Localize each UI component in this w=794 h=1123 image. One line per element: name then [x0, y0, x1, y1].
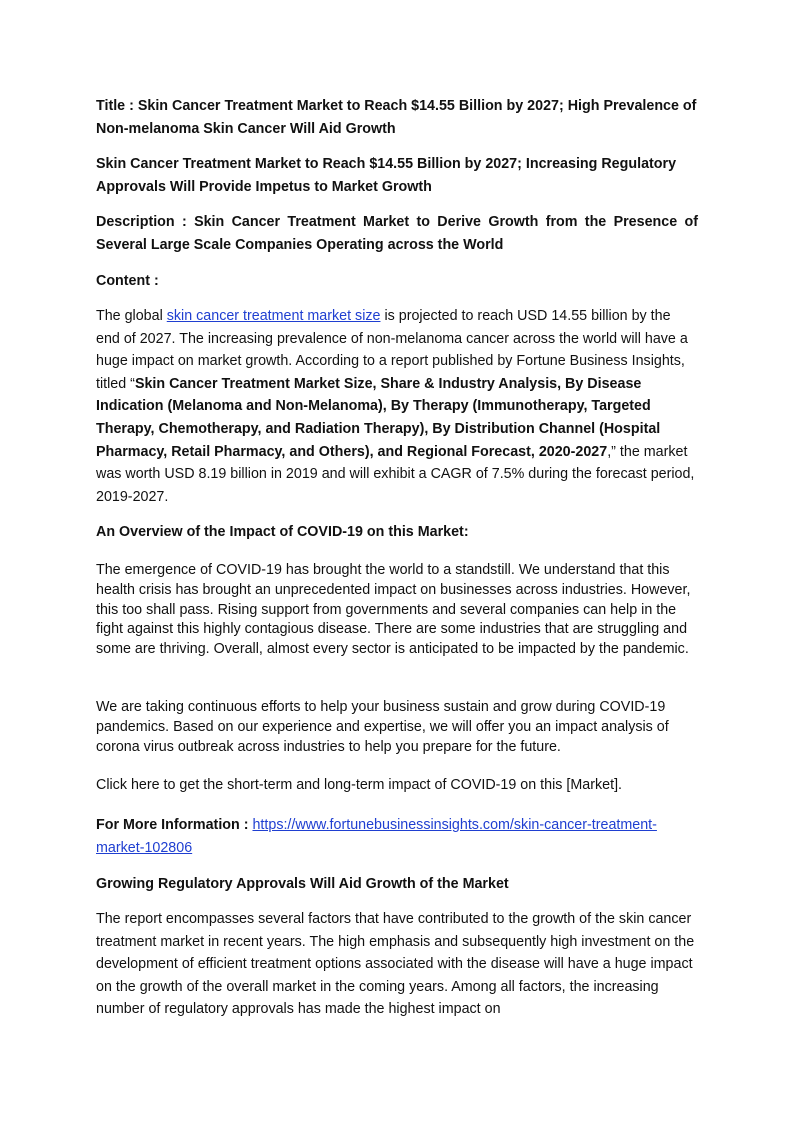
- growth-heading: Growing Regulatory Approvals Will Aid Growth of the Market: [96, 876, 509, 892]
- description: Description : Skin Cancer Treatment Market to Derive Growth from the Presence of Several Large Scale Companies Operating across the World: [96, 214, 698, 253]
- intro-paragraph: [96, 305, 698, 508]
- title-line: Title : Skin Cancer Treatment Market to Reach $14.55 Billion by 2027; High Prevalence of Non-melanoma Skin Cancer Will Aid Growth: [96, 98, 697, 137]
- covid-paragraph-2: We are taking continuous efforts to help your business sustain and grow during COVID-19 pandemics. Based on our experience and expertise, we will offer you an impact analysis of corona virus outbreak across industries to help you prepare for the future.: [96, 699, 669, 755]
- subtitle: Skin Cancer Treatment Market to Reach $14.55 Billion by 2027; Increasing Regulatory Approvals Will Provide Impetus to Market Growth: [96, 156, 677, 195]
- more-info-label: For More Information :: [96, 817, 253, 833]
- more-info: [96, 814, 698, 859]
- report-title: Skin Cancer Treatment Market Size, Share & Industry Analysis, By Disease Indication (Melanoma and Non-Melanoma), By Therapy (Immunotherapy, Targeted Therapy, Chemotherapy, and Radiation Therapy), By Distribution Channel (Hospital Pharmacy, Retail Pharmacy, and Others), and Regional Forecast, 2020-2027: [96, 375, 661, 460]
- intro-suffix: ,” the market was worth USD 8.19 billion in 2019 and will exhibit a CAGR of 7.5% during the forecast period, 2019-2027.: [96, 443, 695, 505]
- click-here-text: Click here to get the short-term and long-term impact of COVID-19 on this [Market].: [96, 777, 623, 793]
- intro-middle: is projected to reach USD 14.55 billion by the end of 2027. The increasing prevalence of non-melanoma cancer across the world will have a huge impact on market growth. According to a report published by Fortune Business Insights, titled “: [96, 308, 688, 392]
- covid-heading: An Overview of the Impact of COVID-19 on this Market:: [96, 524, 469, 540]
- market-size-link[interactable]: skin cancer treatment market size: [166, 308, 381, 324]
- covid-paragraph-1: The emergence of COVID-19 has brought the world to a standstill. We understand that this health crisis has brought an unprecedented impact on businesses across industries. However, this too shall pass. Rising support from governments and several companies can help in the fight against this highly contagious disease. There are some industries that are struggling and some are thriving. Overall, almost every sector is anticipated to be impacted by the pandemic.: [96, 562, 691, 658]
- content-label: Content :: [96, 273, 159, 289]
- intro-prefix: The global: [96, 308, 167, 324]
- more-info-link[interactable]: https://www.fortunebusinessinsights.com/skin-cancer-treatment-market-102806: [96, 817, 657, 856]
- growth-paragraph: The report encompasses several factors that have contributed to the growth of the skin cancer treatment market in recent years. The high emphasis and subsequently high investment on the development of efficient treatment options associated with the disease will have a huge impact on the growth of the overall market in the coming years. Among all factors, the increasing number of regulatory approvals has made the highest impact on: [96, 911, 695, 1018]
